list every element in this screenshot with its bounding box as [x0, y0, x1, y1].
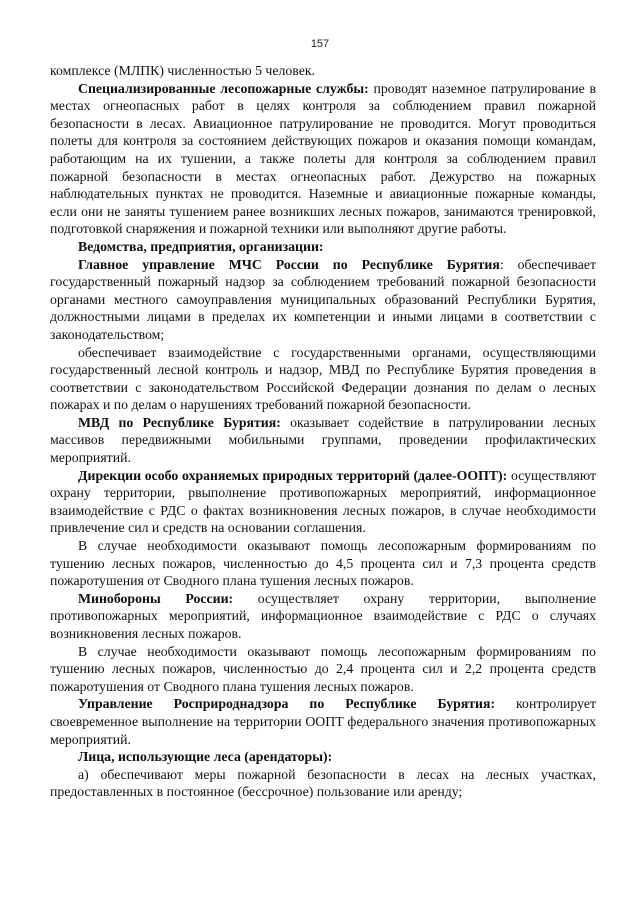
paragraph	[50, 414, 596, 467]
section-heading	[50, 748, 596, 766]
paragraph-text: проводят наземное патрулирование в местах огнеопасных работ в целях контроля за соблюдением правил пожарной безопасности в лесах. Авиационное патрулирование не проводится. Могут проводиться полеты для контроля за состоянием действующих пожаров и оказания помощи командам, работающим на их тушении, а также полеты для контроля за соблюдением правил пожарной безопасности в местах огнеопасных работ. Дежурство на пожарных наблюдательных пунктах не проводится. Наземные и авиационные пожарные команды, если они не заняты тушением ранее возникших лесных пожаров, занимаются тренировкой, подготовкой снаряжения и пожарной техники или выполняют другие работы.	[50, 80, 596, 237]
page-number: 157	[310, 38, 330, 50]
paragraph-text: осуществляют охрану территории, рвыполнение противопожарных мероприятий, информационное взаимодействие с РДС о фактах возникновения лесных пожаров, в случае необходимости привлечение сил и средств на основании соглашения.	[50, 467, 596, 536]
paragraph-text: контролирует своевременное выполнение на территории ООПТ федерального значения противопожарных мероприятий.	[50, 696, 597, 747]
paragraph-lead: Дирекции особо охраняемых природных территорий (далее-ООПТ):	[78, 467, 508, 483]
paragraph	[50, 695, 596, 748]
paragraph	[50, 643, 596, 696]
paragraph-lead: Главное управление МЧС России по Республике Бурятия	[78, 256, 500, 272]
paragraph	[50, 344, 596, 414]
paragraph-text: комплексе (МЛПК) численностью 5 человек.	[50, 63, 315, 78]
paragraph-text: В случае необходимости оказывают помощь лесопожарным формированиям по тушению лесных пожаров, численностью до 2,4 процента сил и 2,2 процента средств пожаротушения от Сводного плана тушения лесных пожаров.	[50, 643, 596, 694]
paragraph	[50, 256, 596, 344]
paragraph-text: а) обеспечивают меры пожарной безопасности в лесах на лесных участках, предоставленных в постоянное (бессрочное) пользование или аренду;	[50, 766, 596, 800]
document-body	[50, 62, 596, 801]
paragraph	[50, 62, 596, 80]
paragraph-text: В случае необходимости оказывают помощь лесопожарным формированиям по тушению лесных пожаров, численностью до 4,5 процента сил и 7,3 процента средств пожаротушения от Сводного плана тушения лесных пожаров.	[50, 538, 596, 589]
paragraph-text: осуществляет охрану территории, выполнение противопожарных мероприятий, информационное взаимодействие с РДС о случаях возникновения лесных пожаров.	[50, 590, 596, 641]
paragraph	[50, 537, 596, 590]
paragraph-text: обеспечивает взаимодействие с государственными органами, осуществляющими государственный лесной контроль и надзор, МВД по Республике Бурятия проведения в соответствии с законодательством Российской Федерации дознания по делам о лесных пожарах и по делам о нарушениях требований пожарной безопасности.	[50, 344, 596, 413]
paragraph-text: : обеспечивает государственный пожарный надзор за соблюдением требований пожарной безопасности органами местного самоуправления муниципальных образований Республики Бурятия, должностными лицами в пределах их компетенции и иными лицами в соответствии с законодательством;	[50, 256, 596, 342]
paragraph	[50, 590, 596, 643]
paragraph	[50, 766, 596, 801]
paragraph-lead: Ведомства, предприятия, организации:	[78, 238, 324, 254]
section-heading	[50, 238, 596, 256]
paragraph-lead: Специализированные лесопожарные службы:	[78, 80, 369, 96]
paragraph-lead: Минобороны России:	[78, 590, 234, 606]
paragraph	[50, 80, 596, 238]
paragraph-lead: МВД по Республике Бурятия:	[78, 414, 281, 430]
paragraph	[50, 467, 596, 537]
paragraph-lead: Лица, использующие леса (арендаторы):	[78, 749, 333, 765]
paragraph-lead: Управление Росприроднадзора по Республике Бурятия:	[78, 696, 496, 712]
paragraph-text: оказывает содействие в патрулировании лесных массивов передвижными мобильными группами, проведении профилактических мероприятий.	[50, 414, 596, 466]
